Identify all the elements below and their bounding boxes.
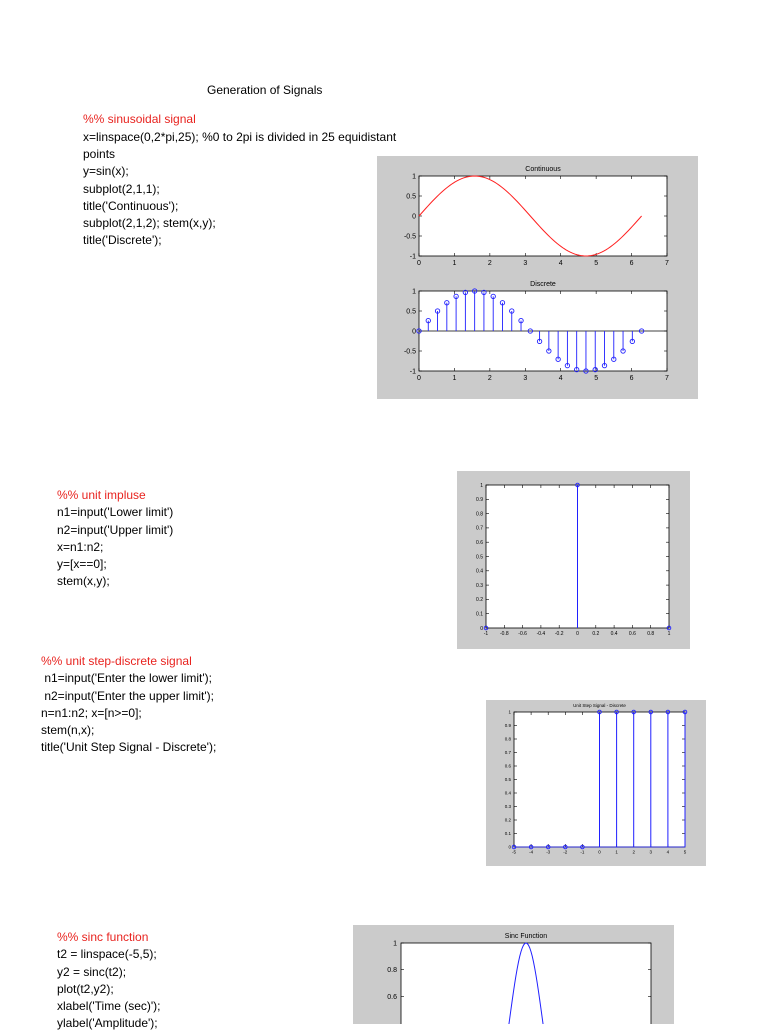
- step-svg: [486, 700, 706, 866]
- code-line: points: [83, 147, 116, 161]
- chart-title: Unit Step Signal - Discrete: [573, 703, 626, 708]
- x-tick-label: 1: [452, 260, 457, 267]
- x-tick-label: -4: [529, 849, 534, 855]
- x-tick-label: 0.6: [628, 631, 636, 637]
- code-line: title('Unit Step Signal - Discrete');: [41, 740, 217, 754]
- code-line: y=[x==0];: [57, 557, 107, 571]
- impulse-figure: [457, 471, 690, 649]
- x-tick-label: -0.2: [554, 631, 564, 637]
- sinc-comment: %% sinc function: [57, 930, 149, 944]
- y-tick-label: -0.5: [403, 233, 416, 241]
- chart-title: Discrete: [530, 281, 556, 288]
- sinusoid-svg: [377, 156, 698, 399]
- x-tick-label: 0.8: [647, 631, 655, 637]
- code-line: y=sin(x);: [83, 164, 129, 178]
- sinc-figure: [353, 925, 674, 1024]
- code-line: ylabel('Amplitude');: [57, 1016, 158, 1030]
- y-tick-label: 0.6: [476, 539, 483, 546]
- y-tick-label: 0.2: [504, 817, 511, 823]
- x-tick-label: 0: [417, 375, 421, 382]
- y-tick-label: 1: [508, 709, 511, 715]
- y-tick-label: 0.7: [504, 750, 511, 756]
- y-tick-label: 0.9: [476, 497, 483, 504]
- x-tick-label: 4: [558, 260, 563, 267]
- x-tick-label: 4: [666, 849, 670, 855]
- x-tick-label: 5: [594, 375, 599, 382]
- x-tick-label: 3: [649, 849, 653, 855]
- y-tick-label: 0: [480, 625, 483, 632]
- plot-area: [401, 943, 651, 1024]
- x-tick-label: 5: [683, 849, 687, 855]
- code-line: n1=input('Lower limit'): [57, 505, 174, 519]
- x-tick-label: 0: [598, 849, 601, 855]
- sinc-svg: [353, 925, 674, 1024]
- x-tick-label: -3: [546, 849, 551, 855]
- y-tick-label: 0.3: [476, 582, 483, 589]
- x-tick-label: 5: [594, 260, 599, 267]
- y-tick-label: 0: [412, 328, 416, 336]
- x-tick-label: -2: [563, 849, 568, 855]
- x-tick-label: 0: [576, 631, 579, 637]
- y-tick-label: 0.8: [504, 736, 511, 742]
- x-tick-label: 6: [629, 260, 634, 267]
- x-tick-label: 2: [487, 375, 492, 382]
- x-tick-label: 0.2: [592, 631, 600, 637]
- x-tick-label: -1: [580, 849, 585, 855]
- code-line: plot(t2,y2);: [57, 982, 114, 996]
- code-line: subplot(2,1,2); stem(x,y);: [83, 216, 216, 230]
- code-line: xlabel('Time (sec)');: [57, 999, 161, 1013]
- x-tick-label: 3: [523, 375, 528, 382]
- code-line: subplot(2,1,1);: [83, 182, 160, 196]
- x-tick-label: 6: [629, 375, 634, 382]
- page-title: Generation of Signals: [207, 83, 323, 97]
- y-tick-label: 0.9: [504, 723, 511, 729]
- y-tick-label: 0.5: [504, 777, 511, 783]
- chart-title: Sinc Function: [504, 933, 548, 940]
- x-tick-label: 2: [632, 849, 635, 855]
- y-tick-label: -1: [409, 368, 416, 376]
- code-line: n2=input('Upper limit'): [57, 523, 174, 537]
- x-tick-label: 1: [667, 631, 671, 637]
- y-tick-label: -1: [409, 253, 416, 261]
- y-tick-label: 0: [508, 844, 511, 850]
- x-tick-label: 3: [523, 260, 528, 267]
- code-line: x=linspace(0,2*pi,25); %0 to 2pi is divided in 25 equidistant: [83, 130, 397, 144]
- impulse-svg: [457, 471, 690, 649]
- y-tick-label: 0.5: [406, 193, 416, 201]
- step-figure: [486, 700, 706, 866]
- code-line: y2 = sinc(t2);: [57, 965, 127, 979]
- x-tick-label: 2: [487, 260, 492, 267]
- y-tick-label: 0.4: [476, 568, 483, 575]
- y-tick-label: 0: [412, 213, 416, 221]
- y-tick-label: 0.5: [406, 308, 416, 316]
- y-tick-label: 0.4: [504, 790, 511, 796]
- y-tick-label: 0.2: [476, 597, 483, 604]
- y-tick-label: 0.1: [504, 831, 511, 837]
- x-tick-label: 0: [417, 260, 421, 267]
- y-tick-label: 0.6: [387, 993, 397, 1001]
- x-tick-label: 7: [665, 375, 669, 382]
- code-line: x=n1:n2;: [57, 540, 104, 554]
- code-line: title('Continuous');: [83, 199, 179, 213]
- code-line: n=n1:n2; x=[n>=0];: [41, 706, 142, 720]
- x-tick-label: -1: [483, 631, 489, 637]
- y-tick-label: 1: [412, 288, 416, 296]
- x-tick-label: 1: [615, 849, 618, 855]
- x-tick-label: -0.4: [536, 631, 546, 637]
- chart-title: Continuous: [525, 166, 561, 173]
- y-tick-label: 0.3: [504, 804, 511, 810]
- code-line: n1=input('Enter the lower limit');: [41, 671, 212, 685]
- y-tick-label: 0.8: [476, 511, 483, 518]
- y-tick-label: 1: [412, 173, 416, 181]
- y-tick-label: -0.5: [403, 348, 416, 356]
- y-tick-label: 0.1: [476, 611, 483, 618]
- step-comment: %% unit step-discrete signal: [41, 654, 192, 668]
- x-tick-label: -0.8: [499, 631, 509, 637]
- y-tick-label: 0.7: [476, 525, 483, 532]
- code-line: title('Discrete');: [83, 233, 162, 247]
- code-line: stem(x,y);: [57, 574, 110, 588]
- x-tick-label: -5: [511, 849, 517, 855]
- code-line: stem(n,x);: [41, 723, 95, 737]
- y-tick-label: 0.8: [387, 967, 397, 975]
- impulse-comment: %% unit impluse: [57, 488, 146, 502]
- x-tick-label: 1: [452, 375, 457, 382]
- sinusoidal-comment: %% sinusoidal signal: [83, 112, 196, 126]
- sinusoid-figure: [377, 156, 698, 399]
- code-line: t2 = linspace(-5,5);: [57, 947, 157, 961]
- y-tick-label: 1: [480, 482, 483, 489]
- plot-area: [419, 176, 667, 256]
- y-tick-label: 0.5: [476, 554, 483, 561]
- x-tick-label: 0.4: [610, 631, 618, 637]
- x-tick-label: -0.6: [518, 631, 527, 637]
- x-tick-label: 4: [558, 375, 563, 382]
- code-line: n2=input('Enter the upper limit');: [41, 689, 215, 703]
- y-tick-label: 0.6: [504, 763, 511, 769]
- x-tick-label: 7: [665, 260, 669, 267]
- y-tick-label: 1: [393, 940, 397, 948]
